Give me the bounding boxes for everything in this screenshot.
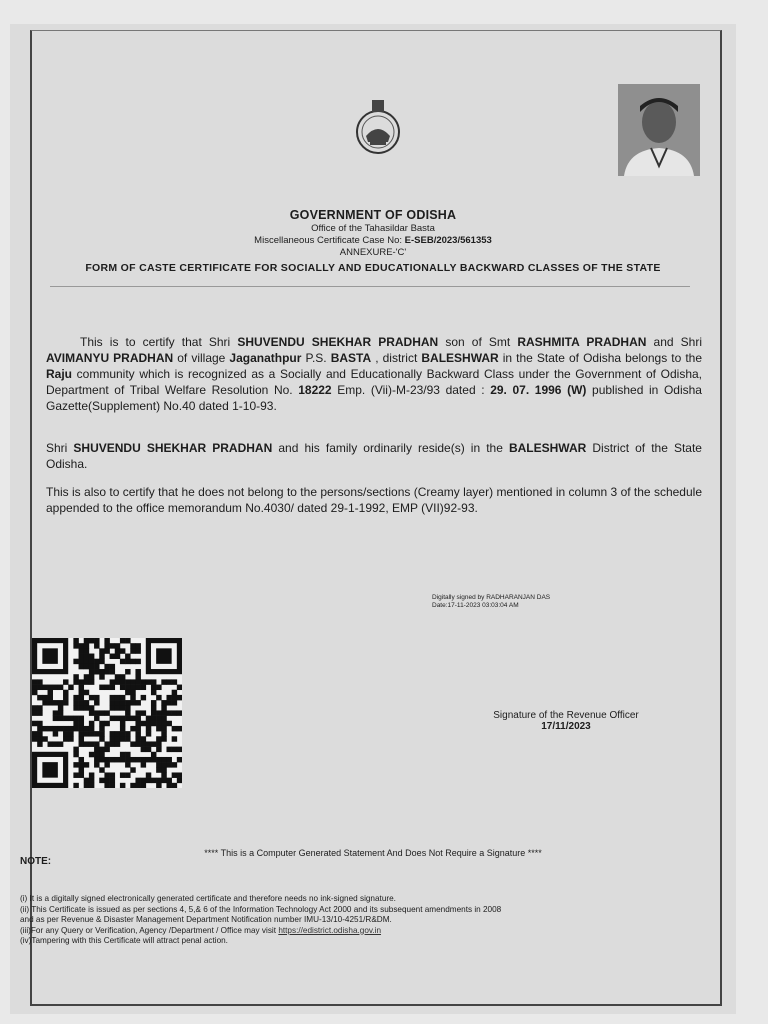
notes-list [20,894,710,947]
edistrict-link[interactable]: https://edistrict.odisha.gov.in [278,925,382,935]
certification-paragraph: This is to certify that Shri SHUVENDU SHEKHAR PRADHAN son of Smt RASHMITA PRADHAN and Shri AVIMANYU PRADHAN of village Jaganathpur P.S. BASTA , district BALESHWAR in the State of Odisha belongs to the Raju community which is recognized as a Socially and Educationally Backward Class under the Government of Odisha, Department of Tribal Welfare Resolution No. 18222 Emp. (Vii)-M-23/93 dated : 29. 07. 1996 (W) published in Odisha Gazette(Supplement) No.40 dated 1-10-93. [46,335,703,413]
creamy-layer-paragraph: This is also to certify that he does not belong to the persons/sections (Creamy layer) mentioned in column 3 of the schedule appended to the office memorandum No.4030/ dated 29-1-1992, EMP (VII)92-93. [46,485,702,515]
note-item: (ii) This Certificate is issued as per sections 4, 5,& 6 of the Information Technology Act 2000 and its subsequent amendments in 2008 [20,904,502,914]
computer-generated-statement: **** This is a Computer Generated Statement And Does Not Require a Signature **** [204,848,542,858]
annexure-label: ANNEXURE-'C' [339,247,407,258]
note-item: (iv)Tampering with this Certificate will attract penal action. [20,936,228,945]
odisha-emblem-icon [350,96,406,160]
government-title: GOVERNMENT OF ODISHA [289,208,457,222]
case-number: Miscellaneous Certificate Case No: E-SEB/2023/561353 [254,235,492,246]
note-item: (i) It is a digitally signed electronically generated certificate and therefore needs no ink-signed signature. [20,894,396,903]
header-divider [50,286,690,287]
certificate-border [30,30,722,1006]
digital-signature-stamp: Digitally signed by RADHARANJAN DAS Date:17-11-2023 03:03:04 AM [432,594,551,609]
residence-paragraph: Shri SHUVENDU SHEKHAR PRADHAN and his family ordinarily reside(s) in the BALESHWAR District of the State Odisha. [46,441,702,471]
note-label: NOTE: [20,856,52,867]
applicant-photo [618,84,700,176]
verification-qr-code [32,638,182,788]
office-name: Office of the Tahasildar Basta [311,223,435,234]
certificate-sheet [10,24,736,1014]
form-title: FORM OF CASTE CERTIFICATE FOR SOCIALLY AND EDUCATIONALLY BACKWARD CLASSES OF THE STATE [85,262,661,274]
revenue-officer-signature: Signature of the Revenue Officer 17/11/2023 [493,710,639,732]
note-item: (iii)For any Query or Verification, Agency /Department / Office may visit https://edistrict.odisha.gov.in [20,925,382,935]
note-item: and as per Revenue & Disaster Management Department Notification number IMU-13/10-4251/R&DM. [20,915,392,924]
